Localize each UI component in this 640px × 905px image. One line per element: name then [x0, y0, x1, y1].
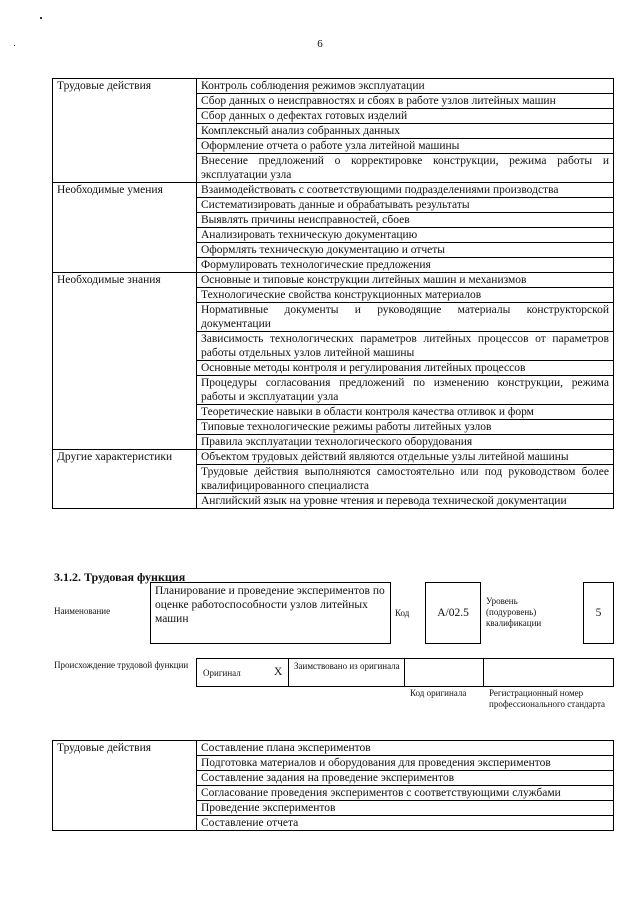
item-cell: Трудовые действия выполняются самостоятельно или под руководством более квалифицированного специалиста — [197, 465, 614, 494]
item-cell: Формулировать технологические предложения — [197, 258, 614, 273]
item-cell: Оформлять техническую документацию и отчеты — [197, 243, 614, 258]
function-name: Планирование и проведение экспериментов по оценке работоспособности узлов литейных машин — [155, 585, 385, 625]
category-cell: Трудовые действия — [53, 79, 197, 183]
actions-table — [52, 740, 614, 831]
code-value: А/02.5 — [437, 607, 469, 619]
table-row — [53, 79, 614, 94]
item-cell: Сбор данных о дефектах готовых изделий — [197, 109, 614, 124]
item-cell: Контроль соблюдения режимов эксплуатации — [197, 79, 614, 94]
divider — [288, 659, 289, 686]
item-cell: Технологические свойства конструкционных материалов — [197, 288, 614, 303]
scan-speck — [14, 45, 15, 46]
function-name-box — [150, 582, 391, 644]
category-cell: Другие характеристики — [53, 450, 197, 509]
code-original-label: Код оригинала — [410, 688, 467, 698]
item-cell: Зависимость технологических параметров литейных процессов от параметров работы отдельных узлов литейной машины — [197, 332, 614, 361]
item-cell: Взаимодействовать с соответствующими подразделениями производства — [197, 183, 614, 198]
borrowed-label: Заимствовано из оригинала — [294, 661, 400, 671]
page-number: 6 — [317, 38, 323, 50]
item-cell: Нормативные документы и руководящие материалы конструкторской документации — [197, 303, 614, 332]
original-label: Оригинал — [203, 668, 241, 678]
category-cell: Необходимые знания — [53, 273, 197, 450]
origin-label: Происхождение трудовой функции — [54, 660, 189, 670]
item-cell: Составление задания на проведение экспериментов — [197, 771, 614, 786]
item-cell: Оформление отчета о работе узла литейной машины — [197, 139, 614, 154]
item-cell: Сбор данных о неисправностях и сбоях в работе узлов литейных машин — [197, 94, 614, 109]
item-cell: Подготовка материалов и оборудования для проведения экспериментов — [197, 756, 614, 771]
competency-table — [52, 78, 614, 509]
scan-speck — [40, 17, 42, 19]
origin-row — [196, 658, 614, 687]
item-cell: Составление отчета — [197, 816, 614, 831]
level-box — [583, 582, 614, 644]
original-mark: X — [274, 666, 283, 678]
item-cell: Теоретические навыки в области контроля качества отливок и форм — [197, 405, 614, 420]
item-cell: Комплексный анализ собранных данных — [197, 124, 614, 139]
reg-number-label: Регистрационный номер профессионального стандарта — [489, 688, 606, 709]
table-row — [53, 450, 614, 465]
item-cell: Процедуры согласования предложений по изменению конструкции, режима работы и эксплуатации узла — [197, 376, 614, 405]
item-cell: Составление плана экспериментов — [197, 741, 614, 756]
item-cell: Проведение экспериментов — [197, 801, 614, 816]
divider — [483, 659, 484, 686]
item-cell: Правила эксплуатации технологического оборудования — [197, 435, 614, 450]
item-cell: Анализировать техническую документацию — [197, 228, 614, 243]
level-value: 5 — [595, 607, 602, 619]
item-cell: Выявлять причины неисправностей, сбоев — [197, 213, 614, 228]
code-label: Код — [395, 608, 410, 618]
table-row — [53, 741, 614, 756]
category-cell: Трудовые действия — [53, 741, 197, 831]
table-row — [53, 273, 614, 288]
item-cell: Объектом трудовых действий являются отдельные узлы литейной машины — [197, 450, 614, 465]
item-cell: Английский язык на уровне чтения и перевода технической документации — [197, 494, 614, 509]
item-cell: Типовые технологические режимы работы литейных узлов — [197, 420, 614, 435]
name-label: Наименование — [54, 606, 111, 616]
table-row — [53, 183, 614, 198]
item-cell: Систематизировать данные и обрабатывать результаты — [197, 198, 614, 213]
code-box — [425, 582, 481, 644]
section-title: 3.1.2. Трудовая функция — [54, 570, 186, 584]
level-label: Уровень (подуровень) квалификации — [486, 596, 542, 628]
item-cell: Основные и типовые конструкции литейных машин и механизмов — [197, 273, 614, 288]
item-cell: Согласование проведения экспериментов с соответствующими службами — [197, 786, 614, 801]
item-cell: Основные методы контроля и регулирования литейных процессов — [197, 361, 614, 376]
divider — [404, 659, 405, 686]
item-cell: Внесение предложений о корректировке конструкции, режима работы и эксплуатации узла — [197, 154, 614, 183]
category-cell: Необходимые умения — [53, 183, 197, 273]
